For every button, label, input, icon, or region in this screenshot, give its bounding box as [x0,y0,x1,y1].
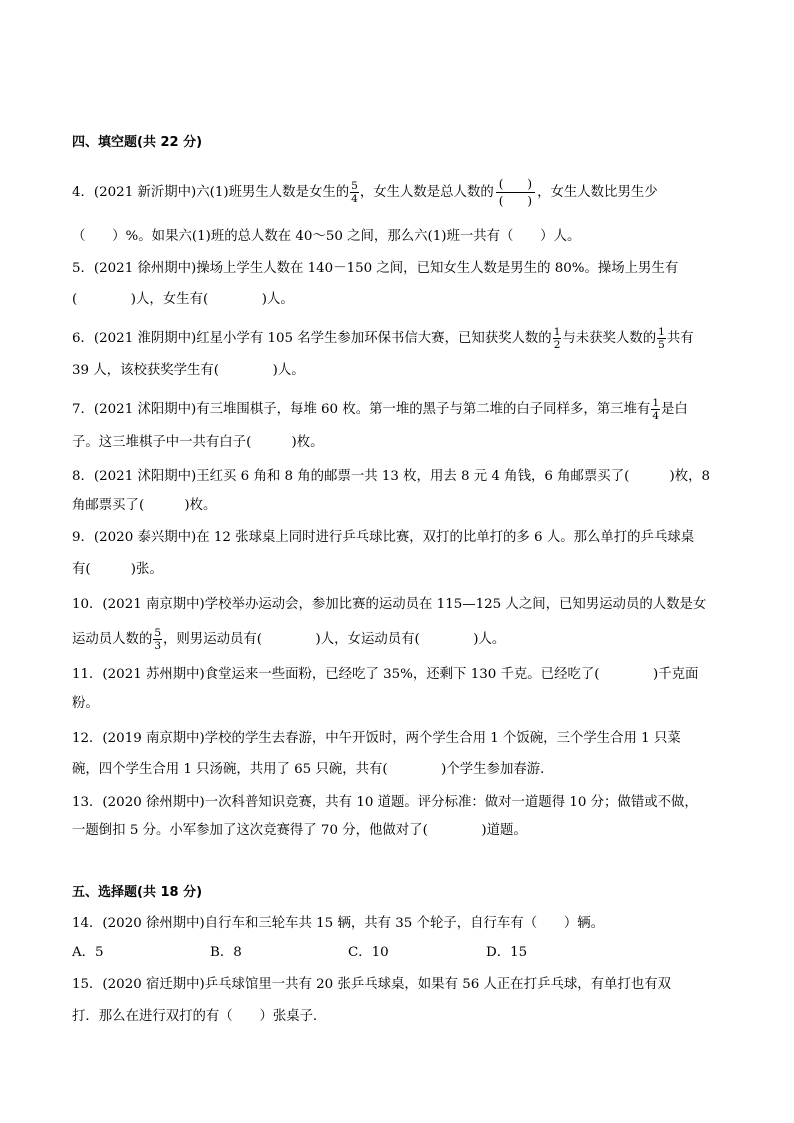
q14-option-c[interactable]: C．10 [348,945,389,960]
q6-text-c: 共有 [666,331,694,346]
q14-option-d[interactable]: D．15 [486,945,528,960]
question-6-line-2: 39 人，该校获奖学生有( )人。 [72,363,305,378]
question-10-line-2 [72,627,505,652]
q4-text-a: 4．(2021 新沂期中)六(1)班男生人数是女生的 [72,185,350,200]
q4-text-c: ，女生人数比男生少 [537,185,658,200]
question-14-line-1: 14．(2020 徐州期中)自行车和三轮车共 15 辆，共有 35 个轮子，自行车有（ ）辆。 [72,916,605,931]
question-12-line-2: 碗，四个学生合用 1 只汤碗，共用了 65 只碗，共有( )个学生参加春游． [72,762,554,777]
q6-fraction-1-5: $\frac{1}{5}$ [658,326,665,351]
section-5-heading: 五、选择题(共 18 分) [72,885,203,900]
question-15-line-2: 打．那么在进行双打的有（ ）张桌子． [72,1009,327,1024]
question-12-line-1: 12．(2019 南京期中)学校的学生去春游，中午开饭时，两个学生合用 1 个饭碗，三个学生合用 1 只菜 [72,731,681,746]
question-8-line-2: 角邮票买了( )枚。 [72,498,217,513]
q4-fraction-5-4: $\frac{5}{4}$ [351,180,358,205]
q4-blank-fraction: $\frac{( )}{( )}$ [496,176,535,209]
q6-text-a: 6．(2021 淮阴期中)红星小学有 105 名学生参加环保书信大赛，已知获奖人数的 [72,331,552,346]
question-13-line-2: 一题倒扣 5 分。小军参加了这次竞赛得了 70 分，他做对了( )道题。 [72,823,527,838]
section-4-heading: 四、填空题(共 22 分) [72,135,203,150]
question-7-line-1 [72,397,688,422]
question-9-line-1: 9．(2020 泰兴期中)在 12 张球桌上同时进行乒乓球比赛，双打的比单打的多 6 人。那么单打的乒乓球桌 [72,530,695,545]
q7-text-b: 是白 [661,402,688,417]
question-5-line-1: 5．(2021 徐州期中)操场上学生人数在 140－150 之间，已知女生人数是男生的 80%。操场上男生有 [72,261,679,276]
question-9-line-2: 有( )张。 [72,562,163,577]
q14-option-a[interactable]: A．5 [72,945,104,960]
question-8-line-1: 8．(2021 沭阳期中)王红买 6 角和 8 角的邮票一共 13 枚，用去 8 元 4 角钱，6 角邮票买了( )枚，8 [72,469,711,484]
q6-fraction-1-2: $\frac{1}{2}$ [553,326,561,351]
q7-fraction-1-4: $\frac{1}{4}$ [652,397,659,422]
question-4-line-1 [72,176,658,209]
q10-text-b: ，则男运动员有( )人，女运动员有( )人。 [163,632,506,647]
question-7-line-2: 子。这三堆棋子中一共有白子( )枚。 [72,435,324,450]
q10-text-a: 运动员人数的 [72,632,153,647]
question-6-line-1 [72,326,694,351]
q14-option-b[interactable]: B．8 [210,945,242,960]
question-10-line-1: 10．(2021 南京期中)学校举办运动会，参加比赛的运动员在 115—125 人之间，已知男运动员的人数是女 [72,597,707,612]
question-4-line-2: （ ）%。如果六(1)班的总人数在 40～50 之间，那么六(1)班一共有（ ）人。 [72,229,581,244]
question-11-line-1: 11．(2021 苏州期中)食堂运来一些面粉，已经吃了 35%，还剩下 130 千克。已经吃了( )千克面 [72,667,699,682]
question-15-line-1: 15．(2020 宿迁期中)乒乓球馆里一共有 20 张乒乓球桌，如果有 56 人正在打乒乓球，有单打也有双 [72,977,671,992]
question-13-line-1: 13．(2020 徐州期中)一次科普知识竞赛，共有 10 道题。评分标准：做对一道题得 10 分；做错或不做， [72,795,698,810]
q6-text-b: 与未获奖人数的 [562,331,657,346]
q10-fraction-5-3: $\frac{5}{3}$ [154,627,162,652]
question-11-line-2: 粉。 [72,696,99,711]
q4-text-b: ，女生人数是总人数的 [359,185,494,200]
question-5-line-2: ( )人，女生有( )人。 [72,292,294,307]
question-14-options [72,943,624,963]
q7-text-a: 7．(2021 沭阳期中)有三堆围棋子，每堆 60 枚。第一堆的黑子与第二堆的白子同样多，第三堆有 [72,402,651,417]
